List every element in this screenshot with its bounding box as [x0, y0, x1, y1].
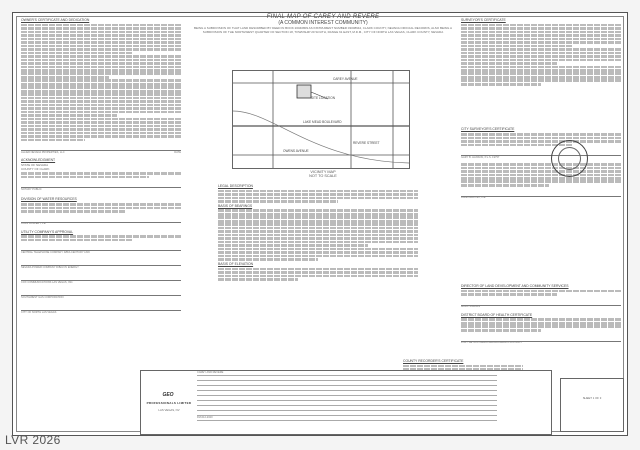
centurylink-signature-line [21, 244, 181, 254]
basis-of-elevation-header: BASIS OF ELEVATION [218, 261, 254, 266]
street-label-revere: REVERE STREET [353, 141, 380, 145]
water-signature-line [21, 216, 181, 226]
title-block-fields [197, 371, 497, 432]
city-surveyor-name: DALE HARTLEY, P.E. [461, 196, 487, 200]
map-description: BEING A SUBDIVISION OF THAT LAND DESCRIBED BY DEED IN BOOK 20040809 AS INSTRUMENT NUMBER 03008942, CLARK COUNTY, NEVADA OFFICIAL RECORDS, ALSO BEING A SUBDIVISION OF THE NORTHWEST QUARTER OF SECTION 18, TOWNSHIP 20 SOUTH, RANGE 61 EAST, M.D.M., CITY OF NORTH LAS VEGAS, CLARK COUNTY, NEVADA [194, 26, 452, 34]
map-title-block [193, 15, 453, 34]
street-label-carey: CAREY AVENUE [333, 77, 358, 81]
notary-label: NOTARY PUBLIC [21, 187, 42, 191]
director-name: MARC JORDAN [461, 305, 481, 309]
date-label: DATE [174, 150, 181, 154]
surveyor-signature-line [461, 149, 621, 159]
owners-certificate-header: OWNER'S CERTIFICATE AND DEDICATION [21, 18, 90, 22]
file-number: FM-012-2020 [197, 416, 497, 421]
southwest-gas-name: SOUTHWEST GAS CORPORATION [21, 295, 64, 299]
health-signature-line [461, 335, 621, 345]
city-name: CITY OF NORTH LAS VEGAS [21, 310, 57, 314]
vicinity-map-title: VICINITY MAP [310, 170, 336, 174]
watermark: LVR 2026 [5, 433, 61, 447]
cox-name: COX COMMUNICATIONS LAS VEGAS, INC. [21, 280, 74, 284]
director-signature-line [461, 299, 621, 309]
surveyor-name: GARY B. HANSON, P.L.S. 19757 [461, 155, 500, 159]
nv-energy-signature-line [21, 259, 181, 269]
map-subtitle: (A COMMON INTEREST COMMUNITY) [278, 19, 368, 26]
notary-signature-line [21, 181, 181, 191]
director-approval-header: DIRECTOR OF LAND DEVELOPMENT AND COMMUNITY SERVICES [461, 284, 569, 288]
state-label: STATE OF NEVADA [21, 162, 49, 167]
legal-description-header: LEGAL DESCRIPTION [218, 184, 253, 188]
recorder-header: COUNTY RECORDER'S CERTIFICATE [403, 359, 464, 363]
sheet-number-box [560, 378, 624, 432]
vicinity-map-caption [243, 170, 403, 178]
company-logo: GEO [162, 392, 174, 398]
surveyors-certificate-header: SURVEYOR'S CERTIFICATE [461, 18, 506, 22]
acknowledgment-header: ACKNOWLEDGMENT [21, 158, 56, 163]
city-surveyor-signature-line [461, 190, 621, 200]
company-address: LAS VEGAS, NV [158, 408, 180, 412]
owner-name: ALLIED NEVADA PROPERTIES, LLC [21, 150, 65, 154]
street-label-lake-mead: LAKE MEAD BOULEVARD [303, 120, 342, 124]
site-location-label: SITE LOCATION [311, 96, 336, 100]
project-name: CAREY AND REVERE [197, 371, 497, 376]
owners-certificate-text [21, 24, 181, 142]
street-label-owens: OWENS AVENUE [283, 149, 309, 153]
map-title: FINAL MAP OF CAREY AND REVERE [266, 14, 380, 20]
health-district-header: DISTRICT BOARD OF HEALTH CERTIFICATE [461, 312, 533, 317]
basis-of-bearings-header: BASIS OF BEARINGS [218, 203, 253, 208]
utility-approval-header: UTILITY COMPANY'S APPROVAL [21, 229, 74, 234]
vicinity-map-scale: NOT TO SCALE [309, 174, 337, 178]
sheet-number: SHEET 1 OF 3 [582, 396, 602, 400]
surveyor-seal [551, 140, 588, 177]
county-label: COUNTY OF CLARK [21, 166, 50, 171]
health-name: FOR THE SOUTHERN NEVADA HEALTH DISTRICT [461, 341, 523, 345]
centurylink-name: CENTRAL TELEPHONE COMPANY D/B/A CENTURY LINK [21, 250, 90, 254]
owner-signature-line [21, 144, 181, 154]
left-column [21, 17, 181, 377]
middle-column [218, 183, 418, 333]
water-engineer-name: JOHN GOLLERY, PE [21, 222, 46, 226]
cox-signature-line [21, 274, 181, 284]
company-name: PROFESSIONALS LIMITED [146, 401, 192, 405]
city-signature-line [21, 304, 181, 314]
city-surveyor-header: CITY SURVEYOR'S CERTIFICATE [461, 127, 515, 132]
vicinity-map [232, 70, 410, 169]
nv-energy-name: NEVADA POWER COMPANY D/B/A NV ENERGY [21, 265, 79, 269]
southwest-gas-signature-line [21, 289, 181, 299]
water-approval-header: DIVISION OF WATER RESOURCES [21, 197, 77, 202]
